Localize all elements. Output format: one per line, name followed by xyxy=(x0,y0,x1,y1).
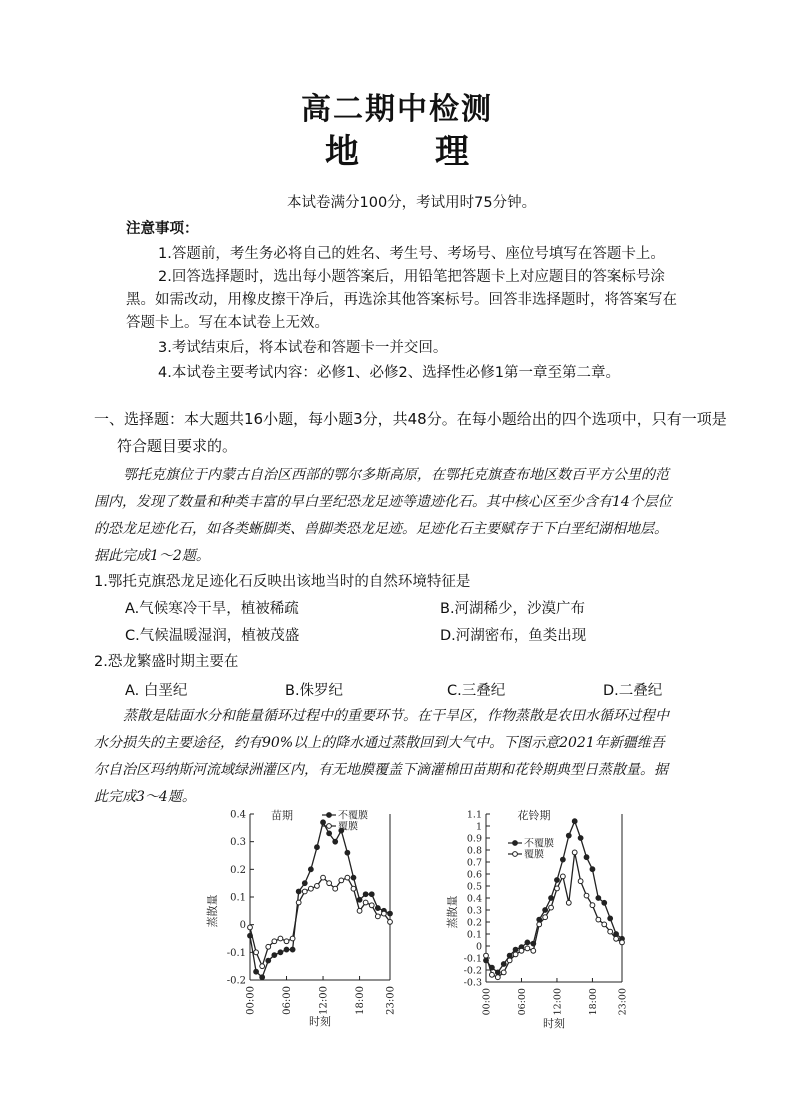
data-point xyxy=(278,936,283,941)
x-tick-label: 18:00 xyxy=(587,988,599,1016)
y-axis-label: 蒸散量 xyxy=(206,894,219,928)
legend-marker xyxy=(327,824,332,829)
data-point xyxy=(501,970,506,975)
data-point xyxy=(620,940,625,945)
q2-option-c: C.三叠纪 xyxy=(447,683,506,699)
y-tick-label: 0.8 xyxy=(466,845,482,857)
data-point xyxy=(549,905,554,910)
data-point xyxy=(272,939,277,944)
passage1-line-3: 的恐龙足迹化石，如各类蜥脚类、兽脚类恐龙足迹。足迹化石主要赋存于下白垩纪湖相地层。 xyxy=(94,521,668,537)
data-point xyxy=(584,855,589,860)
data-point xyxy=(614,932,619,937)
data-point xyxy=(525,946,530,951)
data-point xyxy=(555,886,560,891)
subject-char-1: 地 xyxy=(325,132,359,172)
data-point xyxy=(339,878,344,883)
y-tick-label: 1 xyxy=(475,821,482,833)
y-tick-label: 0.4 xyxy=(466,893,482,905)
data-point xyxy=(549,896,554,901)
y-tick-label: 0.9 xyxy=(466,833,482,845)
data-point xyxy=(495,975,500,980)
data-point xyxy=(596,896,601,901)
passage1-line-1: 鄂托克旗位于内蒙古自治区西部的鄂尔多斯高原，在鄂托克旗查布地区数百平方公里的范 xyxy=(123,467,669,483)
data-point xyxy=(560,874,565,879)
data-point xyxy=(351,886,356,891)
data-point xyxy=(560,857,565,862)
data-point xyxy=(254,950,259,955)
data-point xyxy=(572,850,577,855)
data-point xyxy=(490,972,495,977)
data-point xyxy=(369,892,374,897)
data-point xyxy=(602,922,607,927)
data-point xyxy=(254,969,259,974)
data-point xyxy=(590,867,595,872)
x-axis-label: 时刻 xyxy=(309,1015,331,1028)
data-point xyxy=(345,875,350,880)
x-tick-label: 06:00 xyxy=(282,986,294,1015)
y-tick-label: 0.5 xyxy=(466,881,482,893)
q1-option-d: D.河湖密布，鱼类出现 xyxy=(440,628,587,644)
series-line-no-mulch xyxy=(250,822,390,977)
data-point xyxy=(266,944,271,949)
subject-title xyxy=(0,124,794,173)
data-point xyxy=(296,889,301,894)
q2-option-a: A. 白垩纪 xyxy=(125,683,188,699)
y-tick-label: 0.6 xyxy=(466,869,482,881)
q2-stem: 2.恐龙繁盛时期主要在 xyxy=(94,654,239,670)
data-point xyxy=(290,947,295,952)
data-point xyxy=(608,929,613,934)
data-point xyxy=(357,897,362,902)
q1-stem: 1.鄂托克旗恐龙足迹化石反映出该地当时的自然环境特征是 xyxy=(94,574,471,590)
data-point xyxy=(608,916,613,921)
data-point xyxy=(525,940,530,945)
data-point xyxy=(333,839,338,844)
y-tick-label: 0 xyxy=(239,920,246,932)
x-tick-label: 23:00 xyxy=(385,986,397,1015)
legend-label: 覆膜 xyxy=(338,821,358,833)
legend-marker xyxy=(513,852,518,857)
data-point xyxy=(507,953,512,958)
data-point xyxy=(572,819,577,824)
notice-line-6: 4.本试卷主要考试内容：必修1、必修2、选择性必修1第一章至第二章。 xyxy=(158,365,621,381)
data-point xyxy=(566,900,571,905)
legend-label: 覆膜 xyxy=(524,849,544,861)
legend-label: 不覆膜 xyxy=(338,810,368,822)
q1-option-a: A.气候寒冷干旱，植被稀疏 xyxy=(125,601,299,617)
y-tick-label: -0.1 xyxy=(226,947,246,959)
data-point xyxy=(495,970,500,975)
q1-option-c: C.气候温暖湿润，植被茂盛 xyxy=(125,628,300,644)
data-point xyxy=(302,881,307,886)
data-point xyxy=(327,881,332,886)
y-axis-label: 蒸散量 xyxy=(446,895,459,929)
data-point xyxy=(284,939,289,944)
data-point xyxy=(296,900,301,905)
passage2-line-4: 此完成3～4题。 xyxy=(94,789,196,805)
passage1-line-4: 据此完成1～2题。 xyxy=(94,548,210,564)
y-tick-label: -0.2 xyxy=(463,965,482,977)
passage2-line-2: 水分损失的主要途径，约有90%以上的降水通过蒸散回到大气中。下图示意2021年新疆维吾 xyxy=(94,735,665,751)
data-point xyxy=(543,908,548,913)
passage2-line-1: 蒸散是陆面水分和能量循环过程中的重要环节。在干旱区，作物蒸散是农田水循环过程中 xyxy=(123,708,669,724)
data-point xyxy=(484,953,489,958)
y-tick-label: 0.3 xyxy=(230,837,246,849)
data-point xyxy=(578,879,583,884)
subject-char-2: 理 xyxy=(435,132,469,172)
data-point xyxy=(308,886,313,891)
data-point xyxy=(543,915,548,920)
y-tick-label: 0 xyxy=(475,941,482,953)
x-tick-label: 12:00 xyxy=(318,986,330,1015)
data-point xyxy=(369,903,374,908)
data-point xyxy=(513,947,518,952)
data-point xyxy=(321,820,326,825)
data-point xyxy=(357,908,362,913)
exam-title: 高二期中检测 xyxy=(301,92,493,127)
y-tick-label: 0.2 xyxy=(466,917,482,929)
data-point xyxy=(602,900,607,905)
data-point xyxy=(278,950,283,955)
data-point xyxy=(519,948,524,953)
data-point xyxy=(321,875,326,880)
data-point xyxy=(333,886,338,891)
data-point xyxy=(375,914,380,919)
data-point xyxy=(302,889,307,894)
data-point xyxy=(260,964,265,969)
data-point xyxy=(531,948,536,953)
data-point xyxy=(315,884,320,889)
series-line-mulch xyxy=(250,878,390,967)
data-point xyxy=(388,920,393,925)
y-tick-label: 0.2 xyxy=(230,864,246,876)
data-point xyxy=(260,975,265,980)
x-tick-label: 00:00 xyxy=(481,988,493,1016)
notice-line-2: 2.回答选择题时，选出每小题答案后，用铅笔把答题卡上对应题目的答案标号涂 xyxy=(158,269,665,285)
data-point xyxy=(345,850,350,855)
data-point xyxy=(375,906,380,911)
y-tick-label: 0.4 xyxy=(230,809,246,821)
legend-label: 不覆膜 xyxy=(524,838,554,850)
q2-option-d: D.二叠纪 xyxy=(603,683,663,699)
data-point xyxy=(537,922,542,927)
data-point xyxy=(382,911,387,916)
data-point xyxy=(266,958,271,963)
y-tick-label: -0.1 xyxy=(463,953,482,965)
y-tick-label: -0.3 xyxy=(463,977,482,989)
legend-marker xyxy=(513,841,518,846)
data-point xyxy=(351,875,356,880)
exam-info: 本试卷满分100分，考试用时75分钟。 xyxy=(287,195,537,211)
x-axis-label: 时刻 xyxy=(543,1017,565,1030)
data-point xyxy=(507,958,512,963)
data-point xyxy=(584,893,589,898)
chart-seedling-stage xyxy=(206,800,410,1035)
data-point xyxy=(363,892,368,897)
x-tick-label: 12:00 xyxy=(552,988,564,1016)
x-tick-label: 23:00 xyxy=(617,988,629,1016)
y-tick-label: -0.2 xyxy=(226,975,246,987)
series-line-mulch xyxy=(486,852,622,977)
data-point xyxy=(272,953,277,958)
y-tick-label: 0.1 xyxy=(466,929,482,941)
data-point xyxy=(248,925,253,930)
data-point xyxy=(308,867,313,872)
data-point xyxy=(388,911,393,916)
x-tick-label: 00:00 xyxy=(245,986,257,1015)
data-point xyxy=(614,936,619,941)
x-tick-label: 18:00 xyxy=(355,986,367,1015)
section1-heading: 一、选择题：本大题共16小题，每小题3分，共48分。在每小题给出的四个选项中，只有一项是 xyxy=(94,410,727,428)
notice-line-3: 黑。如需改动，用橡皮擦干净后，再选涂其他答案标号。回答非选择题时，将答案写在 xyxy=(126,292,677,308)
data-point xyxy=(327,831,332,836)
q1-option-b: B.河湖稀少，沙漠广布 xyxy=(440,601,586,617)
notice-line-4: 答题卡上。写在本试卷上无效。 xyxy=(126,315,329,331)
chart-title: 花铃期 xyxy=(517,809,551,822)
data-point xyxy=(555,878,560,883)
data-point xyxy=(315,845,320,850)
data-point xyxy=(596,917,601,922)
notice-line-1: 1.答题前，考生务必将自己的姓名、考生号、考场号、座位号填写在答题卡上。 xyxy=(158,246,665,262)
data-point xyxy=(578,836,583,841)
y-tick-label: 1.1 xyxy=(466,809,482,821)
data-point xyxy=(513,952,518,957)
passage1-line-2: 围内，发现了数量和种类丰富的早白垩纪恐龙足迹等遗迹化石。其中核心区至少含有14个层位 xyxy=(94,494,672,510)
passage2-line-3: 尔自治区玛纳斯河流域绿洲灌区内，有无地膜覆盖下滴灌棉田苗期和花铃期典型日蒸散量。据 xyxy=(94,762,668,778)
chart-flowering-stage xyxy=(446,800,640,1035)
notice-heading: 注意事项： xyxy=(126,221,199,237)
q2-option-b: B.侏罗纪 xyxy=(285,683,344,699)
data-point xyxy=(363,900,368,905)
y-tick-label: 0.1 xyxy=(230,892,246,904)
data-point xyxy=(537,917,542,922)
chart-title: 苗期 xyxy=(271,809,293,822)
section1-heading-cont: 符合题目要求的。 xyxy=(117,437,238,455)
x-tick-label: 06:00 xyxy=(516,988,528,1016)
data-point xyxy=(290,936,295,941)
data-point xyxy=(566,833,571,838)
y-tick-label: 0.7 xyxy=(466,857,482,869)
y-tick-label: 0.3 xyxy=(466,905,482,917)
legend-marker xyxy=(327,813,332,818)
notice-line-5: 3.考试结束后，将本试卷和答题卡一并交回。 xyxy=(158,340,448,356)
data-point xyxy=(590,903,595,908)
data-point xyxy=(284,947,289,952)
data-point xyxy=(501,962,506,967)
